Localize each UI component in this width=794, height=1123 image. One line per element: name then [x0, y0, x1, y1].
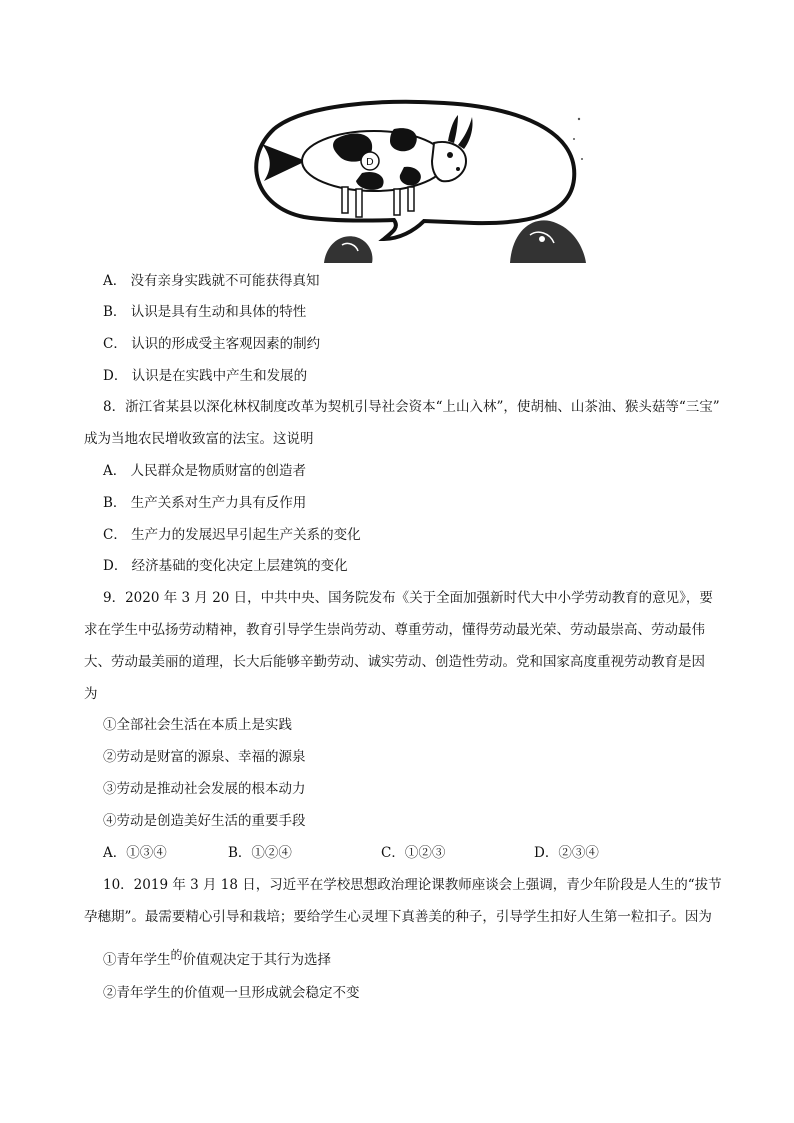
q9-choice-b: B．①②④ [228, 845, 292, 861]
q7-option-b: B． 认识是具有生动和具体的特性 [103, 304, 307, 320]
q10-item-1-part-c: 价值观决定于其行为选择 [182, 952, 332, 968]
q7-option-d: D． 认识是在实践中产生和发展的 [103, 368, 308, 384]
q8-option-d: D． 经济基础的变化决定上层建筑的变化 [103, 558, 348, 574]
q10-stem-line-1: 10．2019 年 3 月 18 日，习近平在学校思想政治理论课教师座谈会上强调，青少年阶段是人生的“拔节 [103, 877, 722, 893]
q10-stem-line-2: 孕穗期”。最需要精心引导和栽培；要给学生心灵埋下真善美的种子，引导学生扣好人生第一粒扣子。因为 [84, 909, 712, 925]
q9-choice-a: A．①③④ [103, 845, 167, 861]
q8-option-a: A． 人民群众是物质财富的创造者 [103, 463, 307, 479]
q9-choice-c: C．①②③ [381, 845, 446, 861]
q9-item-3: ③劳动是推动社会发展的根本动力 [103, 781, 306, 797]
cow-head-icon [432, 142, 466, 181]
q8-option-c: C． 生产力的发展迟早引起生产关系的变化 [103, 527, 361, 543]
q9-item-1: ①全部社会生活在本质上是实践 [103, 717, 292, 733]
svg-text:D: D [366, 157, 374, 168]
q10-item-1 [103, 945, 331, 970]
q8-stem-line-2: 成为当地农民增收致富的法宝。这说明 [84, 431, 314, 447]
q9-stem-line-1: 9．2020 年 3 月 20 日，中共中央、国务院发布《关于全面加强新时代大中小学劳动教育的意见》，要 [103, 590, 713, 606]
q9-stem-line-3: 大、劳动最美丽的道理，长大后能够辛勤劳动、诚实劳动、创造性劳动。党和国家高度重视劳动教育是因 [84, 654, 705, 670]
q10-item-2: ②青年学生的价值观一旦形成就会稳定不变 [103, 985, 360, 1001]
q10-item-1-part-b: 的 [170, 948, 183, 962]
q7-option-c: C． 认识的形成受主客观因素的制约 [103, 336, 321, 352]
q8-stem-line-1: 8．浙江省某县以深化林权制度改革为契机引导社会资本“上山入林”，使胡柚、山茶油、猴头菇等“三宝” [103, 399, 720, 415]
q9-item-2: ②劳动是财富的源泉、幸福的源泉 [103, 749, 306, 765]
cartoon-figure [244, 99, 586, 263]
q9-stem-line-2: 求在学生中弘扬劳动精神，教育引导学生崇尚劳动、尊重劳动，懂得劳动最光荣、劳动最崇高、劳动最伟 [84, 622, 705, 638]
q9-choice-d: D．②③④ [534, 845, 599, 861]
q9-item-4: ④劳动是创造美好生活的重要手段 [103, 813, 306, 829]
q7-option-a: A． 没有亲身实践就不可能获得真知 [103, 273, 320, 289]
q8-option-b: B． 生产关系对生产力具有反作用 [103, 495, 307, 511]
q9-stem-line-4: 为 [84, 686, 98, 702]
q10-item-1-part-a: ①青年学生 [103, 952, 171, 968]
